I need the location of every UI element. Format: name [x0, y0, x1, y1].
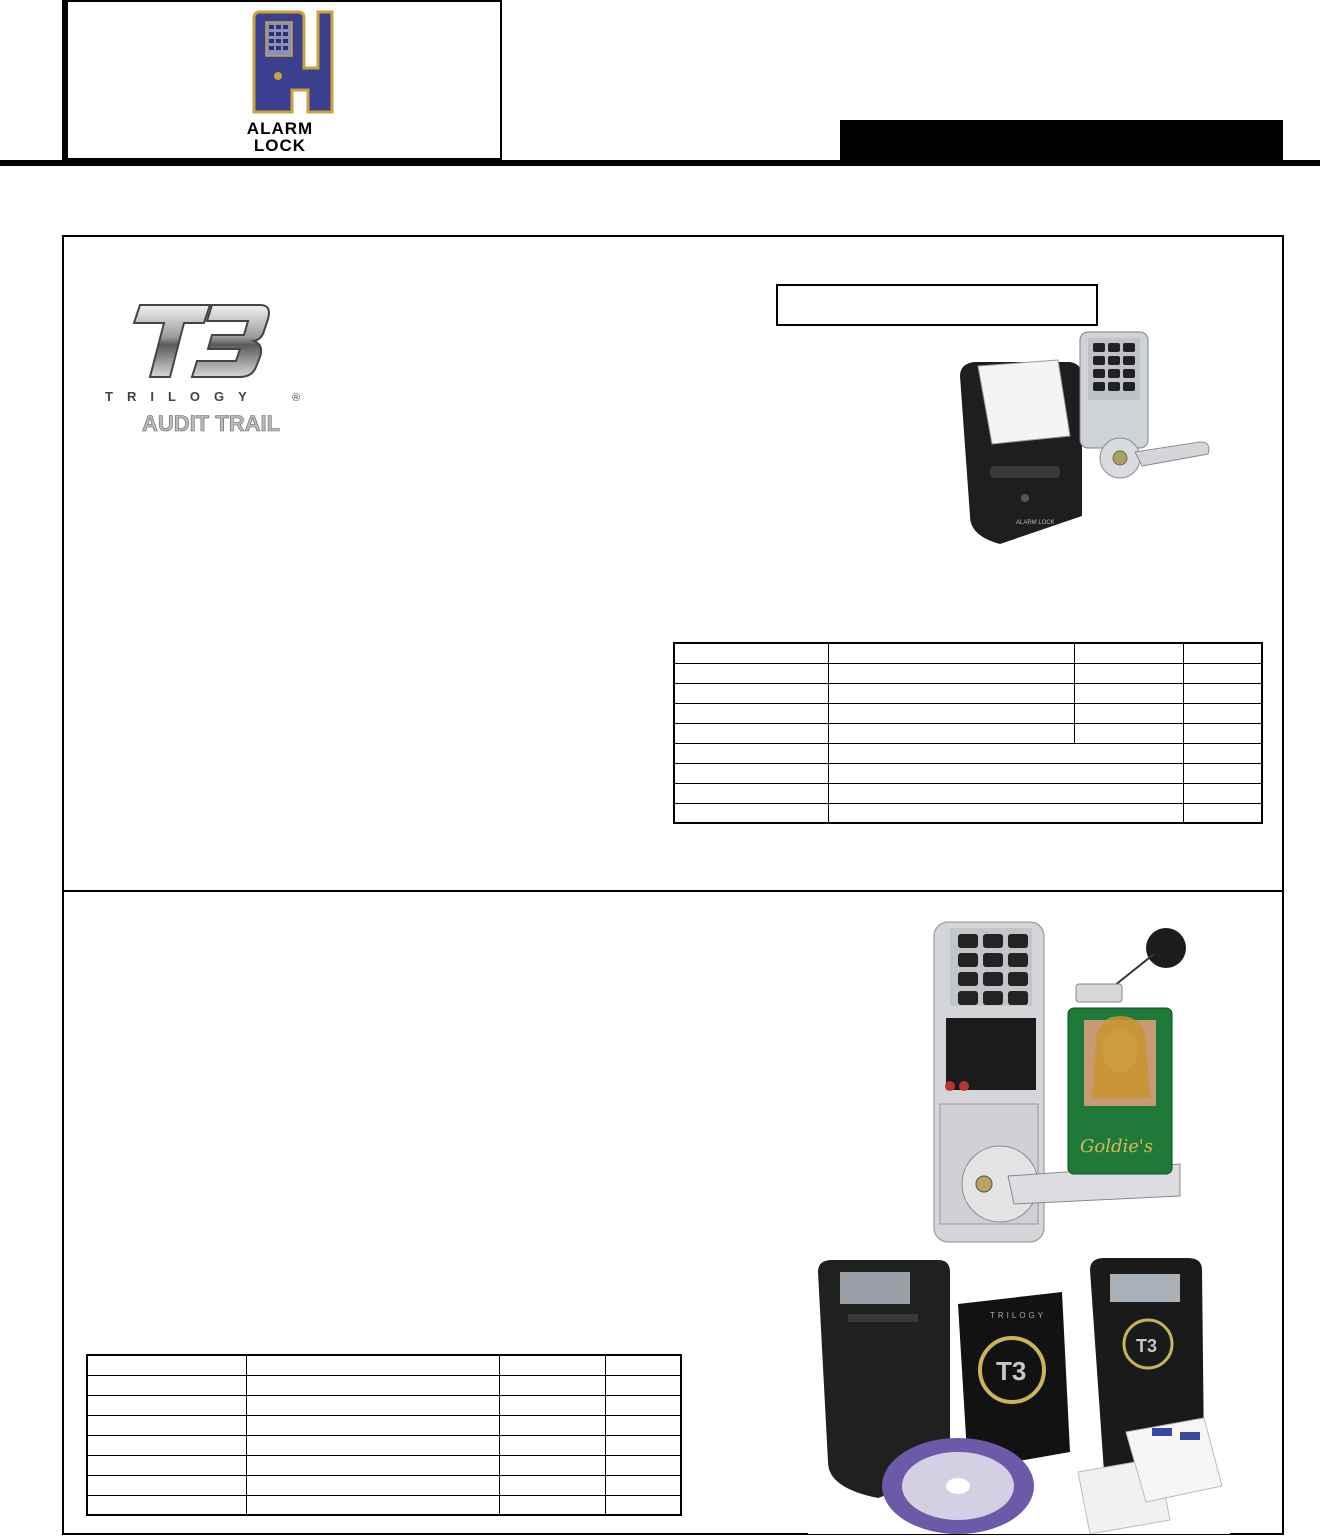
- table-cell: [1075, 663, 1184, 683]
- audit-trail-subtitle: AUDIT TRAIL: [142, 411, 281, 436]
- table-cell: [246, 1355, 499, 1375]
- t3-trilogy-logo: [100, 295, 315, 440]
- table-cell: [87, 1415, 246, 1435]
- table-row: [674, 763, 1262, 783]
- table-row: [674, 643, 1262, 663]
- table-cell: [1183, 743, 1262, 763]
- spec-table-1: [673, 642, 1263, 824]
- table-cell: [500, 1415, 606, 1435]
- table-cell: [674, 783, 828, 803]
- table-cell: [828, 743, 1183, 763]
- table-cell: [500, 1435, 606, 1455]
- header-rule: [0, 160, 1320, 166]
- svg-text:ALARM LOCK: ALARM LOCK: [1016, 520, 1055, 526]
- header-black-bar: [840, 120, 1283, 162]
- table-row: [87, 1495, 681, 1515]
- table-row: [87, 1435, 681, 1455]
- printer-and-lock-photo: [930, 326, 1222, 546]
- table-cell: [828, 643, 1074, 663]
- table-row: [87, 1355, 681, 1375]
- table-cell: [246, 1475, 499, 1495]
- table-cell: [87, 1495, 246, 1515]
- table-cell: [87, 1475, 246, 1495]
- alarm-lock-logo-icon: [248, 8, 338, 120]
- logo-line-1: ALARM: [246, 119, 314, 138]
- table-cell: [500, 1375, 606, 1395]
- table-cell: [1075, 683, 1184, 703]
- logo-line-2: LOCK: [253, 136, 307, 155]
- table-cell: [828, 723, 1074, 743]
- svg-text:Goldie's: Goldie's: [1080, 1136, 1154, 1157]
- table-cell: [87, 1455, 246, 1475]
- table-cell: [828, 763, 1183, 783]
- table-cell: [500, 1475, 606, 1495]
- registered-mark: ®: [292, 392, 301, 404]
- table-cell: [1183, 723, 1262, 743]
- svg-text:T3: T3: [996, 1356, 1027, 1386]
- table-cell: [87, 1435, 246, 1455]
- table-cell: [828, 783, 1183, 803]
- prox-lock-and-badge-photo: [928, 908, 1186, 1246]
- table-cell: [674, 763, 828, 783]
- table-cell: [1075, 723, 1184, 743]
- table-cell: [674, 803, 828, 823]
- table-cell: [674, 663, 828, 683]
- table-cell: [605, 1435, 681, 1455]
- table-cell: [246, 1495, 499, 1515]
- spec-table-2: [86, 1354, 682, 1516]
- table-cell: [246, 1395, 499, 1415]
- table-cell: [246, 1375, 499, 1395]
- table-cell: [605, 1455, 681, 1475]
- table-row: [674, 683, 1262, 703]
- table-cell: [1183, 643, 1262, 663]
- table-row: [674, 723, 1262, 743]
- table-cell: [1183, 783, 1262, 803]
- table-cell: [1075, 703, 1184, 723]
- table-row: [674, 703, 1262, 723]
- table-cell: [87, 1355, 246, 1375]
- table-cell: [605, 1355, 681, 1375]
- table-row: [674, 783, 1262, 803]
- table-row: [674, 743, 1262, 763]
- table-cell: [1183, 803, 1262, 823]
- table-cell: [674, 703, 828, 723]
- table-row: [87, 1415, 681, 1435]
- trilogy-wordmark: TRILOGY: [105, 389, 261, 404]
- table-cell: [87, 1375, 246, 1395]
- table-cell: [500, 1455, 606, 1475]
- table-cell: [674, 723, 828, 743]
- table-cell: [246, 1415, 499, 1435]
- table-cell: [1183, 763, 1262, 783]
- table-row: [674, 803, 1262, 823]
- table-cell: [828, 703, 1074, 723]
- table-cell: [1183, 683, 1262, 703]
- table-cell: [500, 1395, 606, 1415]
- table-cell: [1183, 663, 1262, 683]
- table-cell: [605, 1415, 681, 1435]
- table-cell: [828, 803, 1183, 823]
- table-cell: [674, 683, 828, 703]
- table-cell: [605, 1495, 681, 1515]
- table-row: [87, 1375, 681, 1395]
- table-cell: [246, 1435, 499, 1455]
- table-cell: [674, 743, 828, 763]
- svg-text:TRILOGY: TRILOGY: [990, 1311, 1047, 1320]
- table-row: [87, 1475, 681, 1495]
- table-cell: [1075, 643, 1184, 663]
- table-cell: [1183, 703, 1262, 723]
- table-cell: [246, 1455, 499, 1475]
- table-cell: [87, 1395, 246, 1415]
- caption-box: [776, 284, 1098, 326]
- table-cell: [828, 683, 1074, 703]
- table-row: [87, 1395, 681, 1415]
- svg-text:T3: T3: [1136, 1336, 1158, 1356]
- table-row: [674, 663, 1262, 683]
- programming-kit-photo: [808, 1252, 1230, 1534]
- table-cell: [605, 1395, 681, 1415]
- table-cell: [828, 663, 1074, 683]
- table-cell: [605, 1475, 681, 1495]
- table-row: [87, 1455, 681, 1475]
- table-cell: [500, 1495, 606, 1515]
- table-cell: [500, 1355, 606, 1375]
- table-cell: [674, 643, 828, 663]
- table-cell: [605, 1375, 681, 1395]
- alarm-lock-logo-label: [200, 120, 360, 154]
